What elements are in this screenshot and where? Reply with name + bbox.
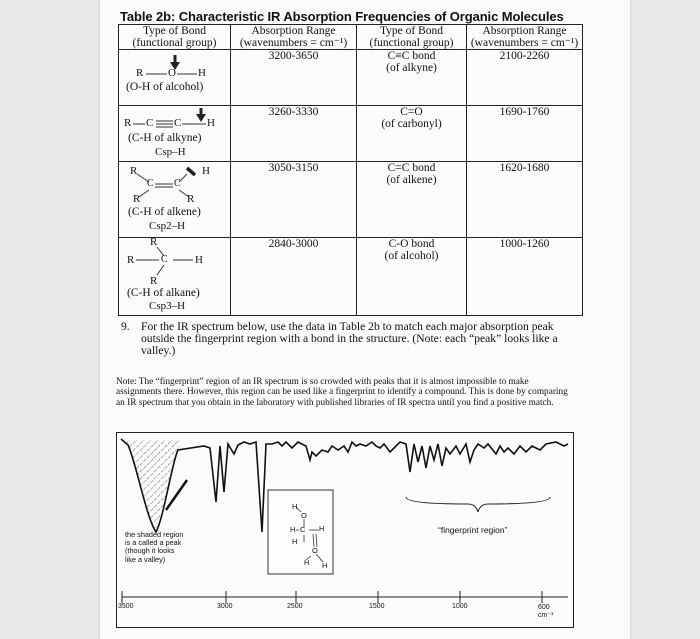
spectrum-trace xyxy=(121,439,568,532)
fingerprint-brace xyxy=(406,497,550,512)
structure-cell: R O H (O-H of alcohol) xyxy=(119,50,231,106)
table-header-row xyxy=(119,25,583,50)
question-9: 9. For the IR spectrum below, use the data in Table 2b to match each major absorption peak outside the fingerprint region with a bond in the structure. (Note: each “peak” looks like a valley.) xyxy=(121,321,571,357)
table-row xyxy=(119,50,583,106)
table-row xyxy=(119,162,583,238)
bond-type-cell: C-O bond (of alcohol) xyxy=(357,238,467,316)
oh-peak-shaded-region xyxy=(121,440,182,532)
question-text: For the IR spectrum below, use the data in Table 2b to match each major absorption peak outside the fingerprint region with a bond in the structure. (Note: each “peak” looks like a valley.) xyxy=(141,320,558,357)
range-cell: 1690-1760 xyxy=(467,106,583,162)
tick-label: 2500 xyxy=(287,603,303,610)
bond-type-cell: C=O (of carbonyl) xyxy=(357,106,467,162)
bond-type-cell: C≡C bond (of alkyne) xyxy=(357,50,467,106)
tick-label-end: 600 cm⁻¹ xyxy=(538,604,554,619)
ir-frequency-table xyxy=(118,24,583,316)
bond-type-cell: C=C bond (of alkene) xyxy=(357,162,467,238)
header-cell: Absorption Range (wavenumbers = cm⁻¹) xyxy=(467,25,583,50)
tick-label: 1500 xyxy=(369,603,385,610)
structure-cell: R R C H R (C-H of alkane) Csp3–H xyxy=(119,238,231,316)
structure-cell: R H C C R R (C-H of alkene) Csp2–H xyxy=(119,162,231,238)
range-cell: 2840-3000 xyxy=(231,238,357,316)
tick-label: 3000 xyxy=(217,603,233,610)
range-cell: 1620-1680 xyxy=(467,162,583,238)
table-title: Table 2b: Characteristic IR Absorption Frequencies of Organic Molecules xyxy=(120,9,564,24)
structure-cell: R C C H (C-H of alkyne) Csp–H xyxy=(119,106,231,162)
range-cell: 3050-3150 xyxy=(231,162,357,238)
shaded-region-label: the shaded region is a called a peak (though it looks like a valley) xyxy=(125,530,184,564)
header-cell: Type of Bond (functional group) xyxy=(119,25,231,50)
table-row xyxy=(119,106,583,162)
range-cell: 2100-2260 xyxy=(467,50,583,106)
fingerprint-region-label: “fingerprint region” xyxy=(438,525,508,535)
range-cell: 1000-1260 xyxy=(467,238,583,316)
tick-label: 1000 xyxy=(452,603,468,610)
header-cell: Type of Bond (functional group) xyxy=(357,25,467,50)
tick-label: 3500 xyxy=(118,603,134,610)
range-cell: 3200-3650 xyxy=(231,50,357,106)
ir-spectrum-figure: the shaded region is a called a peak (though it looks like a valley) “fingerprint region” H O H C H H O H H 3500 3000 2500 1500 1000 600 cm⁻¹ xyxy=(116,432,574,628)
range-cell: 3260-3330 xyxy=(231,106,357,162)
header-cell: Absorption Range (wavenumbers = cm⁻¹) xyxy=(231,25,357,50)
table-row xyxy=(119,238,583,316)
fingerprint-note: Note: The “fingerprint” region of an IR spectrum is so crowded with peaks that it is almost impossible to make assignments there. However, this region can be used like a fingerprint to identify a compound. This is done by comparing an IR spectrum that you obtain in the laboratory with published libraries of IR spectra until you find a positive match. xyxy=(116,377,568,408)
